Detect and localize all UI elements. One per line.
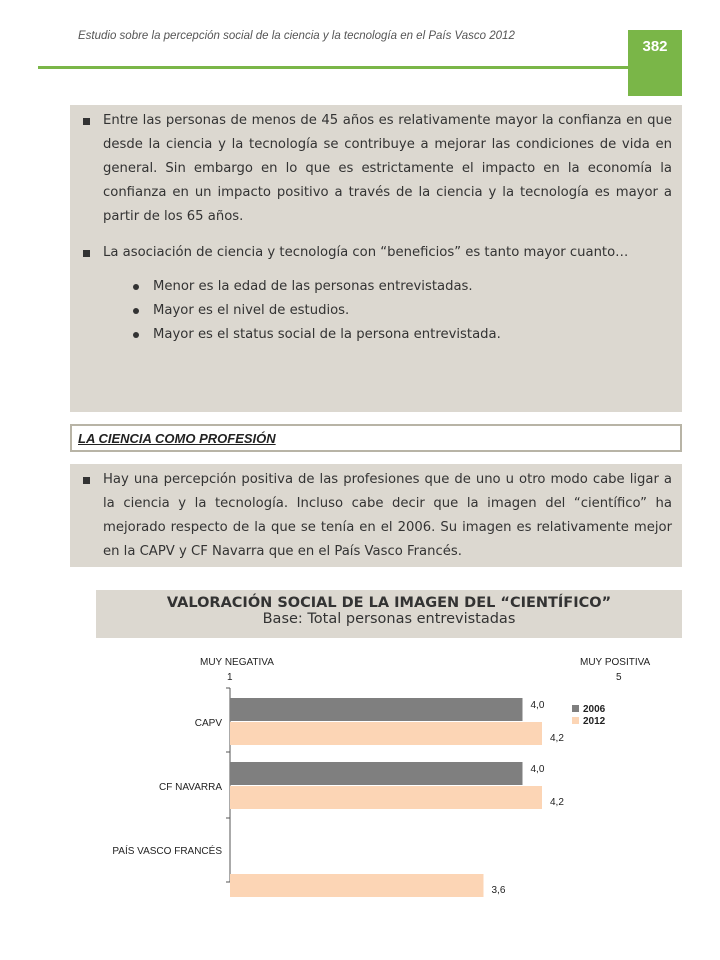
data-label: 4,2 xyxy=(550,797,564,808)
data-label: 4,0 xyxy=(530,764,545,775)
chart-subtitle: Base: Total personas entrevistadas xyxy=(262,611,516,627)
category-label: CF NAVARRA xyxy=(159,782,222,793)
legend-swatch-2006 xyxy=(572,705,579,712)
data-label: 4,0 xyxy=(530,700,545,711)
header-title: Estudio sobre la percepción social de la ciencia y la tecnología en el País Vasco 2012 xyxy=(78,30,515,42)
sub-item-text: Mayor es el nivel de estudios. xyxy=(153,303,350,318)
sub-item-text: Mayor es el status social de la persona entrevistada. xyxy=(153,327,501,342)
legend-swatch-2012 xyxy=(572,717,579,724)
section-heading: LA CIENCIA COMO PROFESIÓN xyxy=(70,424,682,452)
page-number: 382 xyxy=(628,30,682,96)
category-label: CAPV xyxy=(194,718,222,729)
bullet-text: Hay una percepción positiva de las profesiones que de uno u otro modo cabe ligar a la ciencia y la tecnología. Incluso cabe decir que la imagen del “científico” ha mejorado respecto de la que se tenía en el 2006. Su imagen es relativamente mejor en la CAPV y CF Navarra que en el País Vasco Francés. xyxy=(103,472,672,559)
tick-label-max: 5 xyxy=(616,672,622,683)
axis-max-label: MUY POSITIVA xyxy=(580,657,651,668)
bar-2006 xyxy=(230,762,523,785)
bar-2012 xyxy=(230,874,484,897)
bar-2006 xyxy=(230,698,523,721)
bullet-text: Entre las personas de menos de 45 años es relativamente mayor la confianza en que desde la ciencia y la tecnología se contribuye a mejorar las condiciones de vida en general. Sin embargo en lo que es estrictamente el impacto en la economía la confianza en un impacto positivo a través de la ciencia y la tecnología es mayor a partir de los 65 años. xyxy=(103,113,672,224)
category-label: PAÍS VASCO FRANCÉS xyxy=(112,846,222,857)
sub-item-text: Menor es la edad de las personas entrevistadas. xyxy=(153,279,473,294)
chart-title: VALORACIÓN SOCIAL DE LA IMAGEN DEL “CIENTÍFICO” xyxy=(166,595,612,611)
bullet-text: La asociación de ciencia y tecnología con “beneficios” es tanto mayor cuanto… xyxy=(103,245,629,260)
bar-2012 xyxy=(230,786,542,809)
legend-label: 2006 xyxy=(583,704,606,715)
data-label: 4,2 xyxy=(550,733,564,744)
data-label: 3,6 xyxy=(491,885,506,896)
legend-label: 2012 xyxy=(583,716,606,727)
bar-2012 xyxy=(230,722,542,745)
tick-label-min: 1 xyxy=(227,672,233,683)
axis-min-label: MUY NEGATIVA xyxy=(200,657,274,668)
